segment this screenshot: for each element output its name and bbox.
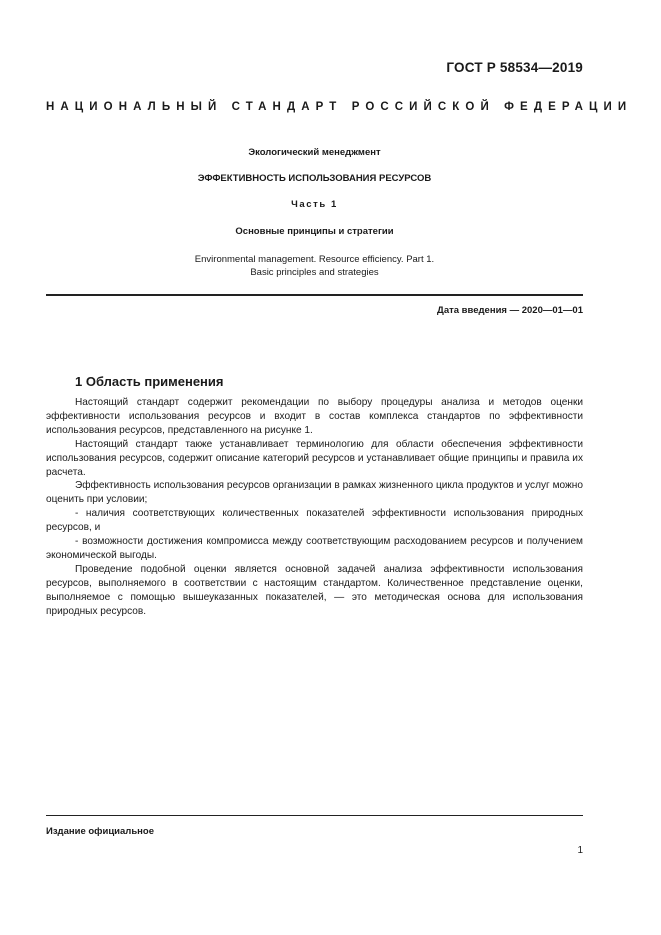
section-heading: 1 Область применения (75, 374, 224, 389)
divider-bottom (46, 815, 583, 816)
english-title (46, 253, 583, 279)
title-topic: Экологический менеджмент (248, 147, 381, 158)
english-title-line2: Basic principles and strategies (250, 267, 379, 278)
english-title-line1: Environmental management. Resource efficiency. Part 1. (194, 254, 435, 265)
list-item: - наличия соответствующих количественных показателей эффективности использования природных ресурсов, и (46, 508, 583, 534)
page-title: ЭФФЕКТИВНОСТЬ ИСПОЛЬЗОВАНИЯ РЕСУРСОВ (197, 173, 432, 184)
edition-label: Издание официальное (46, 826, 154, 837)
effective-date: Дата введения — 2020—01—01 (437, 305, 583, 316)
divider-top (46, 294, 583, 296)
list-item: - возможности достижения компромисса между соответствующим расходованием ресурсов и получением экономической выгоды. (46, 536, 583, 561)
paragraph: Проведение подобной оценки является основной задачей анализа эффективности использования ресурсов, выполняемого в соответствии с настоящим стандартом. Количественное представление оценки, выполняемое с помощью вышеуказанных показателей, — это методическая основа для использования природных ресурсов. (46, 563, 583, 617)
section-body (46, 396, 583, 619)
subtitle: Основные принципы и стратегии (235, 226, 394, 237)
standard-number: ГОСТ Р 58534—2019 (446, 60, 583, 75)
part-label: Часть 1 (291, 199, 338, 210)
paragraph: Настоящий стандарт также устанавливает терминологию для области обеспечения эффективности использования ресурсов, содержит описание категорий ресурсов и устанавливает общие принципы и правила их расчета. (46, 438, 583, 478)
national-standard-heading: НАЦИОНАЛЬНЫЙ СТАНДАРТ РОССИЙСКОЙ ФЕДЕРАЦИИ (46, 101, 633, 113)
paragraph: Настоящий стандарт содержит рекомендации по выбору процедуры анализа и методов оценки эффективности использования ресурсов и входит в состав комплекса стандартов по эффективности использования ресурсов, представленного на рисунке 1. (46, 397, 583, 436)
paragraph: Эффективность использования ресурсов организации в рамках жизненного цикла продуктов и услуг можно оценить при условии; (46, 480, 583, 506)
page-number: 1 (577, 845, 583, 856)
